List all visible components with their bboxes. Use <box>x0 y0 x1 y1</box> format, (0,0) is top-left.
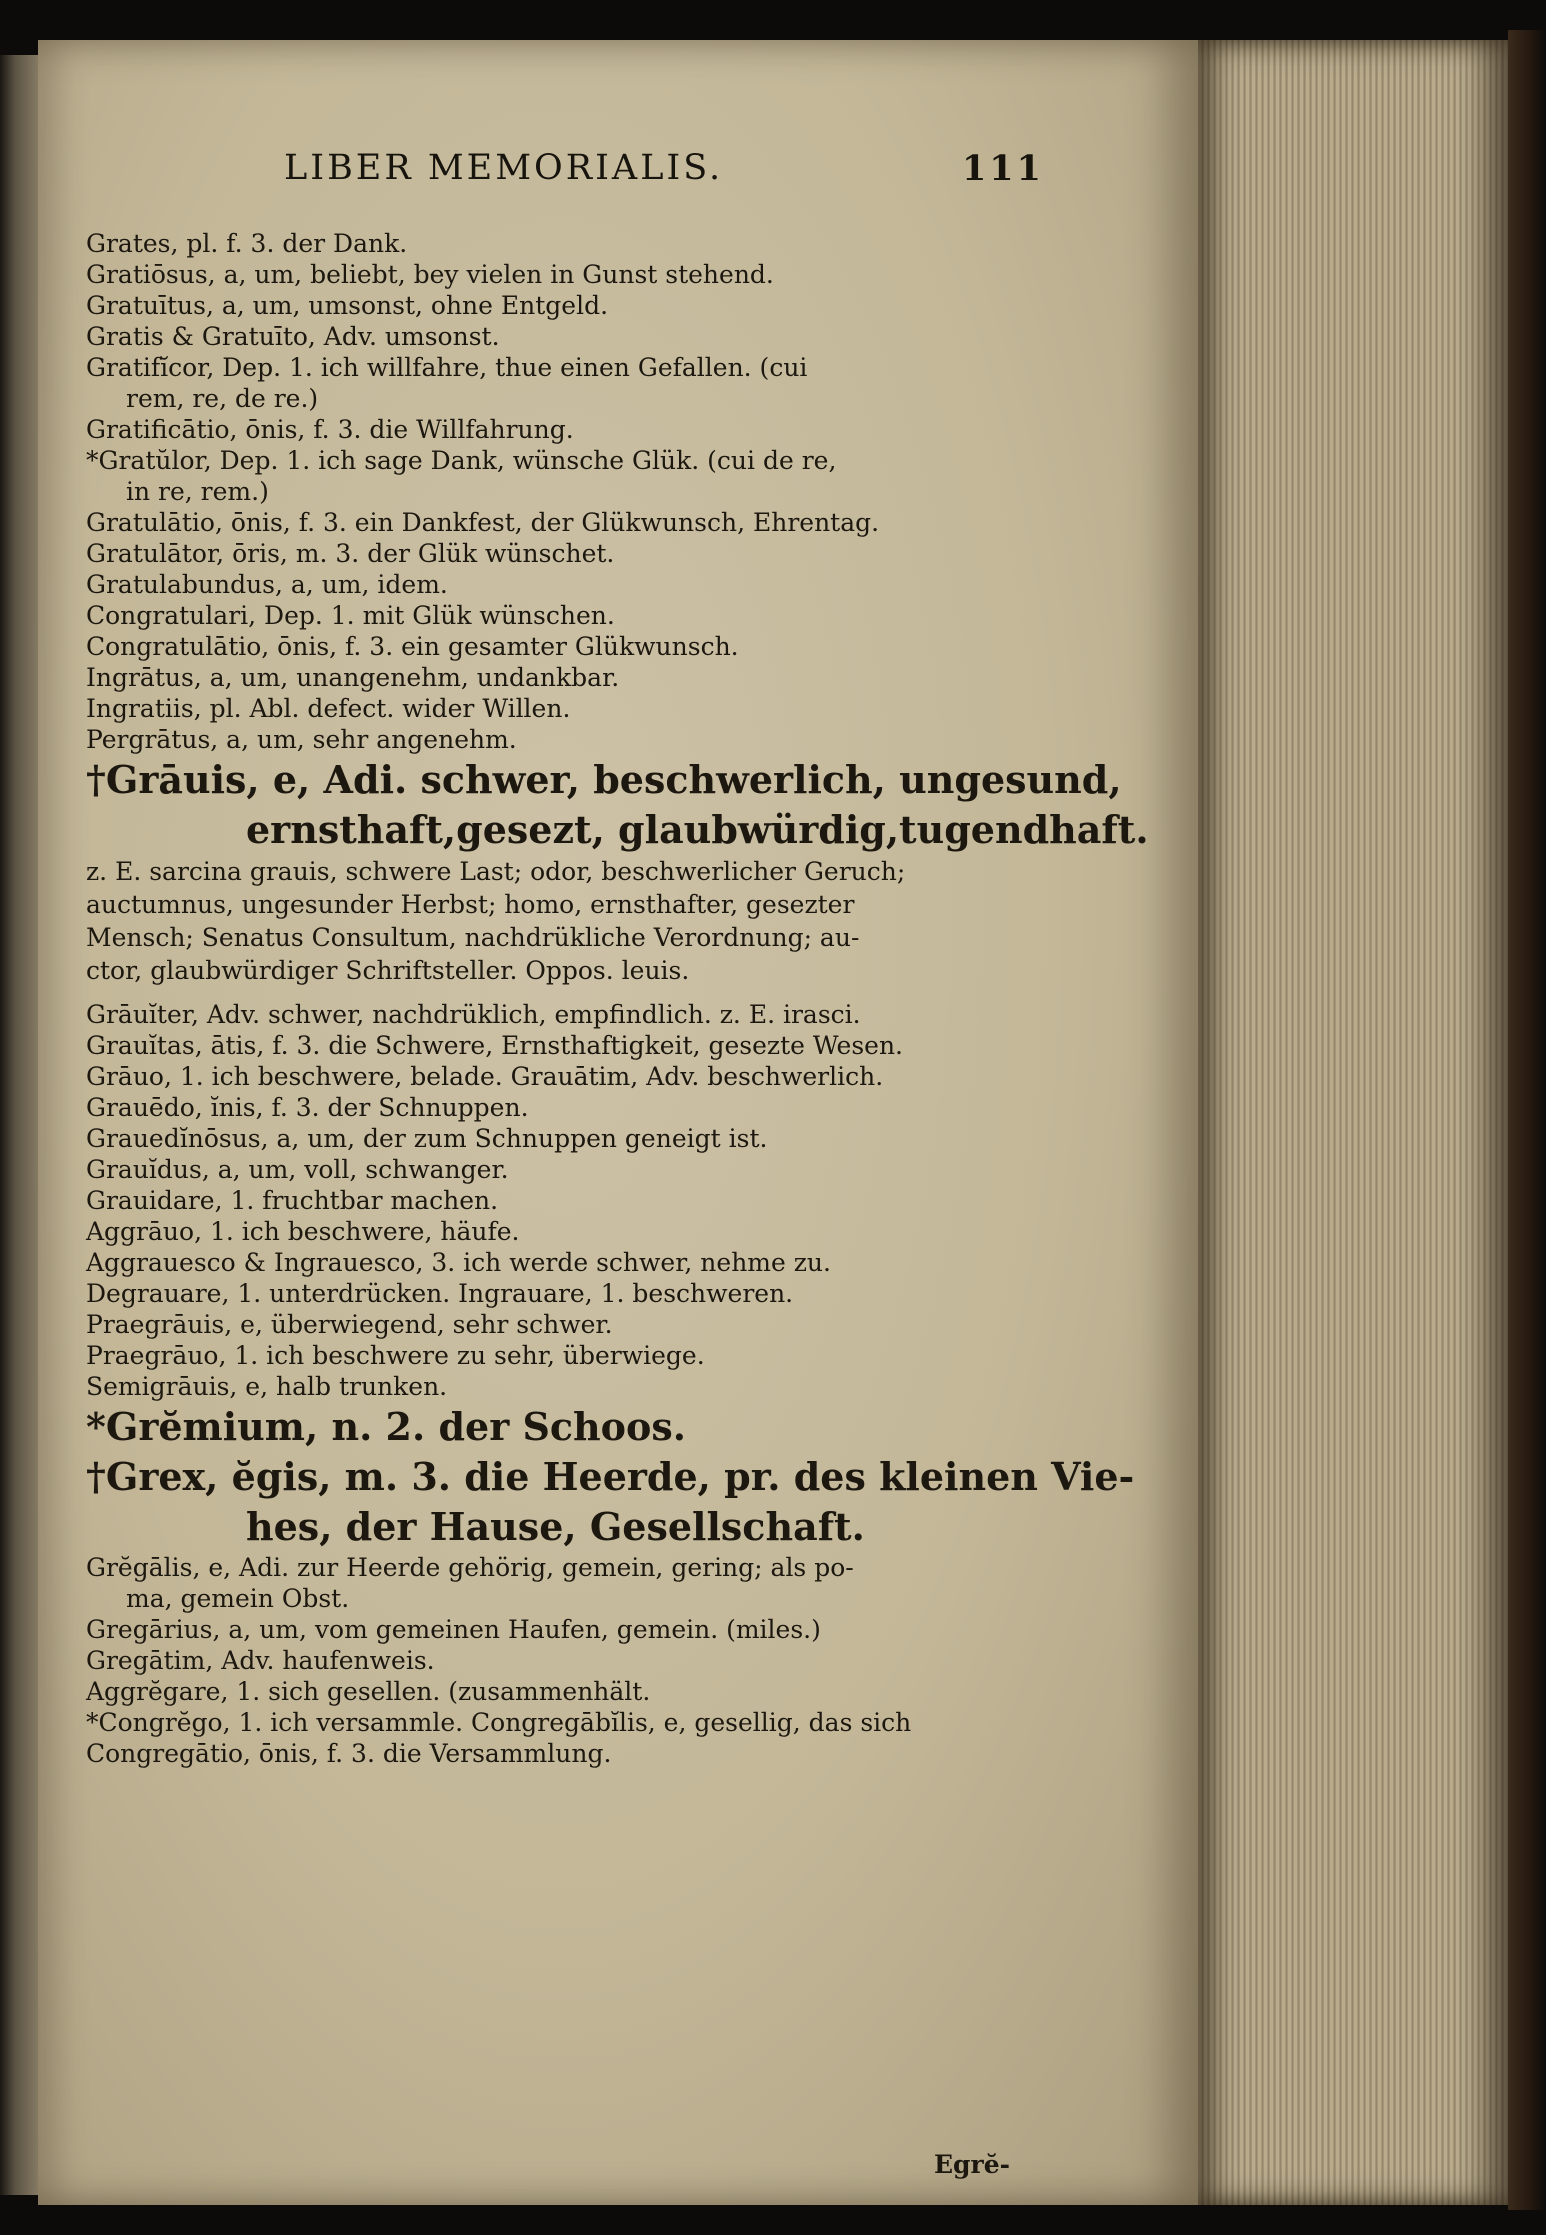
entry-line: Gratulabundus, a, um, idem. <box>86 570 448 599</box>
entry-line: Gratulātor, ōris, m. 3. der Glük wünschet. <box>86 539 615 568</box>
entry-line: Congregātio, ōnis, f. 3. die Versammlung. <box>86 1739 612 1768</box>
entry-line: Grĕgālis, e, Adi. zur Heerde gehörig, gemein, gering; als po- <box>86 1553 854 1582</box>
headword-line: *Grĕmium, n. 2. der Schoos. <box>86 1404 686 1449</box>
entry-line: Gratuītus, a, um, umsonst, ohne Entgeld. <box>86 291 609 320</box>
entry-continuation: ma, gemein Obst. <box>126 1584 350 1613</box>
entry-line: Grauidare, 1. fruchtbar machen. <box>86 1186 499 1215</box>
entry-line: Grāuĭter, Adv. schwer, nachdrüklich, empfindlich. z. E. irasci. <box>86 1000 861 1029</box>
page-edges <box>1198 40 1508 2205</box>
entry-line: Congratulari, Dep. 1. mit Glük wünschen. <box>86 601 615 630</box>
entry-line: Grauĭdus, a, um, voll, schwanger. <box>86 1155 509 1184</box>
entry-line: Gratifĭcor, Dep. 1. ich willfahre, thue einen Gefallen. (cui <box>86 353 808 382</box>
running-title: LIBER MEMORIALIS. <box>284 148 724 188</box>
example-line: Mensch; Senatus Consultum, nachdrükliche Verordnung; au- <box>86 923 860 952</box>
entry-line: Gratificātio, ōnis, f. 3. die Willfahrung. <box>86 415 574 444</box>
entry-line: Gregārius, a, um, vom gemeinen Haufen, gemein. (miles.) <box>86 1615 821 1644</box>
entry-line: *Congrĕgo, 1. ich versammle. Congregābĭlis, e, gesellig, das sich <box>86 1708 912 1737</box>
entry-line: *Gratŭlor, Dep. 1. ich sage Dank, wünsche Glük. (cui de re, <box>86 446 837 475</box>
entry-line: Grauēdo, ĭnis, f. 3. der Schnuppen. <box>86 1093 529 1122</box>
entry-line: Semigrāuis, e, halb trunken. <box>86 1372 448 1401</box>
entry-continuation: rem, re, de re.) <box>126 384 319 413</box>
entry-line: Grāuo, 1. ich beschwere, belade. Grauātim, Adv. beschwerlich. <box>86 1062 884 1091</box>
entry-line: Gratiōsus, a, um, beliebt, bey vielen in Gunst stehend. <box>86 260 774 289</box>
entry-line: Praegrāuis, e, überwiegend, sehr schwer. <box>86 1310 613 1339</box>
entry-line: Aggrāuo, 1. ich beschwere, häufe. <box>86 1217 520 1246</box>
headword-line: †Grex, ĕgis, m. 3. die Heerde, pr. des kleinen Vie- <box>86 1454 1135 1499</box>
page-number: 111 <box>961 148 1044 189</box>
entry-line: Pergrātus, a, um, sehr angenehm. <box>86 725 517 754</box>
entry-line: Ingrātus, a, um, unangenehm, undankbar. <box>86 663 620 692</box>
example-line: ctor, glaubwürdiger Schriftsteller. Oppos. leuis. <box>86 956 690 985</box>
entry-line: Grates, pl. f. 3. der Dank. <box>86 229 408 258</box>
headword-continuation: ernsthaft,gesezt, glaubwürdig,tugendhaft. <box>246 807 1149 852</box>
spacer <box>86 987 1016 999</box>
book-cover-edge <box>1508 30 1546 2210</box>
running-header <box>284 148 1044 198</box>
entry-line: Ingratiis, pl. Abl. defect. wider Willen. <box>86 694 571 723</box>
dictionary-entries <box>86 228 1149 1769</box>
headword-line: †Grāuis, e, Adi. schwer, beschwerlich, ungesund, <box>86 757 1122 802</box>
entry-line: Gratulātio, ōnis, f. 3. ein Dankfest, der Glükwunsch, Ehrentag. <box>86 508 880 537</box>
entry-line: Aggrĕgare, 1. sich gesellen. (zusammenhält. <box>86 1677 651 1706</box>
book-left-edge <box>0 55 38 2195</box>
entry-line: Gratis & Gratuīto, Adv. umsonst. <box>86 322 500 351</box>
entry-continuation: in re, rem.) <box>126 477 269 506</box>
headword-continuation: hes, der Hause, Gesellschaft. <box>246 1504 865 1549</box>
entry-line: Gregātim, Adv. haufenweis. <box>86 1646 435 1675</box>
example-line: z. E. sarcina grauis, schwere Last; odor, beschwerlicher Geruch; <box>86 857 906 886</box>
entry-line: Congratulātio, ōnis, f. 3. ein gesamter Glükwunsch. <box>86 632 739 661</box>
catchword: Egrĕ- <box>934 2150 1010 2179</box>
example-line: auctumnus, ungesunder Herbst; homo, ernsthafter, gesezter <box>86 890 855 919</box>
entry-line: Grauĭtas, ātis, f. 3. die Schwere, Ernsthaftigkeit, gesezte Wesen. <box>86 1031 903 1060</box>
entry-line: Grauedĭnōsus, a, um, der zum Schnuppen geneigt ist. <box>86 1124 768 1153</box>
entry-line: Praegrāuo, 1. ich beschwere zu sehr, überwiege. <box>86 1341 705 1370</box>
entry-line: Degrauare, 1. unterdrücken. Ingrauare, 1. beschweren. <box>86 1279 794 1308</box>
entry-line: Aggrauesco & Ingrauesco, 3. ich werde schwer, nehme zu. <box>86 1248 831 1277</box>
